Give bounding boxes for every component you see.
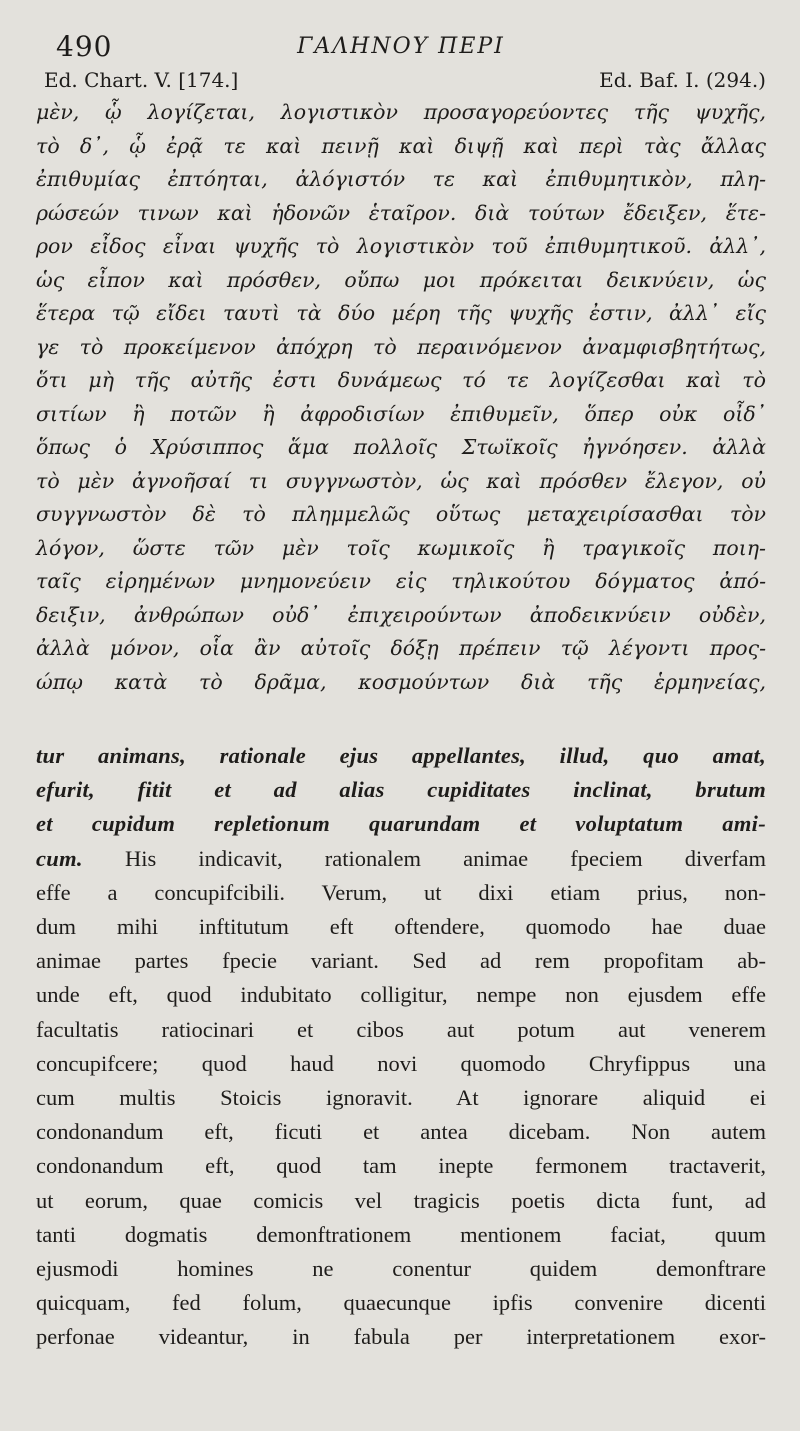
greek-text-block (36, 96, 766, 699)
greek-text-line: ὅτι μὴ τῆς αὐτῆς ἐστι δυνάμεως τό τε λογίζεσθαι καὶ τὸ (36, 368, 766, 392)
running-head (36, 26, 766, 66)
latin-text-line (36, 807, 766, 841)
greek-text-line: ὡς εἶπον καὶ πρόσθεν, οὔπω μοι πρόκειται δεικνύειν, ὡς (36, 267, 766, 292)
latin-text-line (36, 1047, 766, 1081)
greek-text-line: συγγνωστὸν δὲ τὸ πλημμελῶς οὕτως μεταχειρίσασθαι τὸν (36, 502, 766, 526)
latin-text-line (36, 944, 766, 978)
latin-text-line (36, 1149, 766, 1183)
greek-text-line: μὲν, ᾧ λογίζεται, λογιστικὸν προσαγορεύοντες τῆς ψυχῆς, (36, 100, 766, 124)
greek-text-line: ἕτερα τῷ εἴδει ταυτὶ τὰ δύο μέρη τῆς ψυχῆς ἐστιν, ἀλλ᾽ εἴς (36, 301, 766, 325)
greek-text-line: ρον εἶδος εἶναι ψυχῆς τὸ λογιστικὸν τοῦ ἐπιθυμητικοῦ. ἀλλ᾽, (36, 234, 766, 258)
latin-text-line (36, 1184, 766, 1218)
latin-italic-text: cum. (36, 845, 83, 871)
latin-roman-text: condonandum eft, quod tam inepte fermonem tractaverit, (36, 1153, 766, 1179)
greek-text-line: λόγον, ὥστε τῶν μὲν τοῖς κωμικοῖς ἢ τραγικοῖς ποιη- (36, 535, 766, 560)
greek-text-line: γε τὸ προκείμενον ἀπόχρη τὸ περαινόμενον ἀναμφισβητήτως, (36, 334, 766, 359)
greek-text-line: ἐπιθυμίας ἐπτόηται, ἀλόγιστόν τε καὶ ἐπιθυμητικὸν, πλη- (36, 167, 766, 191)
greek-text-line: σιτίων ἢ ποτῶν ἢ ἀφροδισίων ἐπιθυμεῖν, ὅπερ οὐκ οἶδ᾽ (36, 401, 766, 426)
greek-text-line: ἀλλὰ μόνον, οἷα ἂν αὐτοῖς δόξῃ πρέπειν τῷ λέγοντι προς- (36, 636, 766, 660)
latin-text-line (36, 1081, 766, 1115)
running-title: ΓΑΛΗΝΟΥ ΠΕΡΙ (297, 34, 505, 59)
greek-text-line: ὅπως ὁ Χρύσιππος ἅμα πολλοῖς Στωϊκοῖς ἠγνόησεν. ἀλλὰ (36, 435, 766, 459)
latin-text-line (36, 842, 766, 876)
latin-roman-text: concupifcere; quod haud novi quomodo Chryfippus una (36, 1050, 766, 1076)
latin-roman-text: ejusmodi homines ne conentur quidem demonftrare (36, 1256, 766, 1282)
edition-references (44, 68, 766, 92)
latin-text-line (36, 1218, 766, 1252)
latin-roman-text: animae partes fpecie variant. Sed ad rem propofitam ab- (36, 948, 766, 974)
latin-text-line (36, 1252, 766, 1286)
greek-text-line: τὸ δ᾽, ᾧ ἐρᾷ τε καὶ πεινῇ καὶ διψῇ καὶ περὶ τὰς ἄλλας (36, 133, 766, 158)
latin-roman-text: effe a concupifcibili. Verum, ut dixi etiam prius, non- (36, 879, 766, 905)
latin-italic-text: et cupidum repletionum quarundam et voluptatum ami- (36, 811, 766, 837)
latin-text-line (36, 876, 766, 910)
latin-roman-text: facultatis ratiocinari et cibos aut potum aut venerem (36, 1016, 766, 1042)
latin-text-line (36, 910, 766, 944)
latin-roman-text: perfonae videantur, in fabula per interpretationem exor- (36, 1324, 766, 1350)
greek-text-line: ταῖς εἰρημένων μνημονεύειν εἰς τηλικούτου δόγματος ἀπό- (36, 569, 766, 593)
greek-text-line: ώπῳ κατὰ τὸ δρᾶμα, κοσμούντων διὰ τῆς ἑρμηνείας, (36, 669, 766, 694)
edition-chart-reference: Ed. Chart. V. [174.] (44, 68, 239, 92)
latin-italic-text: efurit, fitit et ad alias cupiditates inclinat, brutum (36, 777, 766, 803)
latin-roman-text: condonandum eft, ficuti et antea dicebam. Non autem (36, 1119, 766, 1145)
latin-roman-text: His indicavit, rationalem animae fpeciem diverfam (82, 845, 766, 871)
latin-text-line (36, 1013, 766, 1047)
greek-text-line: τὸ μὲν ἀγνοῆσαί τι συγγνωστὸν, ὡς καὶ πρόσθεν ἔλεγον, οὐ (36, 468, 766, 493)
latin-text-block (36, 739, 766, 1355)
latin-roman-text: quicquam, fed folum, quaecunque ipfis convenire dicenti (36, 1290, 766, 1316)
latin-text-line (36, 978, 766, 1012)
latin-roman-text: ut eorum, quae comicis vel tragicis poetis dicta funt, ad (36, 1187, 766, 1213)
page-number: 490 (56, 30, 113, 63)
latin-text-line (36, 1115, 766, 1149)
latin-text-line (36, 773, 766, 807)
latin-roman-text: dum mihi inftitutum eft oftendere, quomodo hae duae (36, 914, 766, 940)
latin-text-line (36, 1286, 766, 1320)
latin-roman-text: tanti dogmatis demonftrationem mentionem faciat, quum (36, 1221, 766, 1247)
latin-roman-text: unde eft, quod indubitato colligitur, nempe non ejusdem effe (36, 982, 766, 1008)
latin-italic-text: tur animans, rationale ejus appellantes, illud, quo amat, (36, 743, 766, 768)
latin-text-line (36, 1320, 766, 1354)
edition-basel-reference: Ed. Baf. I. (294.) (599, 68, 766, 92)
greek-text-line: δειξιν, ἀνθρώπων οὐδ᾽ ἐπιχειρούντων ἀποδεικνύειν οὐδὲν, (36, 602, 766, 627)
latin-roman-text: cum multis Stoicis ignoravit. At ignorare aliquid ei (36, 1085, 766, 1111)
latin-text-line (36, 739, 766, 773)
greek-text-line: ρώσεών τινων καὶ ἡδονῶν ἑταῖρον. διὰ τούτων ἔδειξεν, ἕτε- (36, 200, 766, 225)
